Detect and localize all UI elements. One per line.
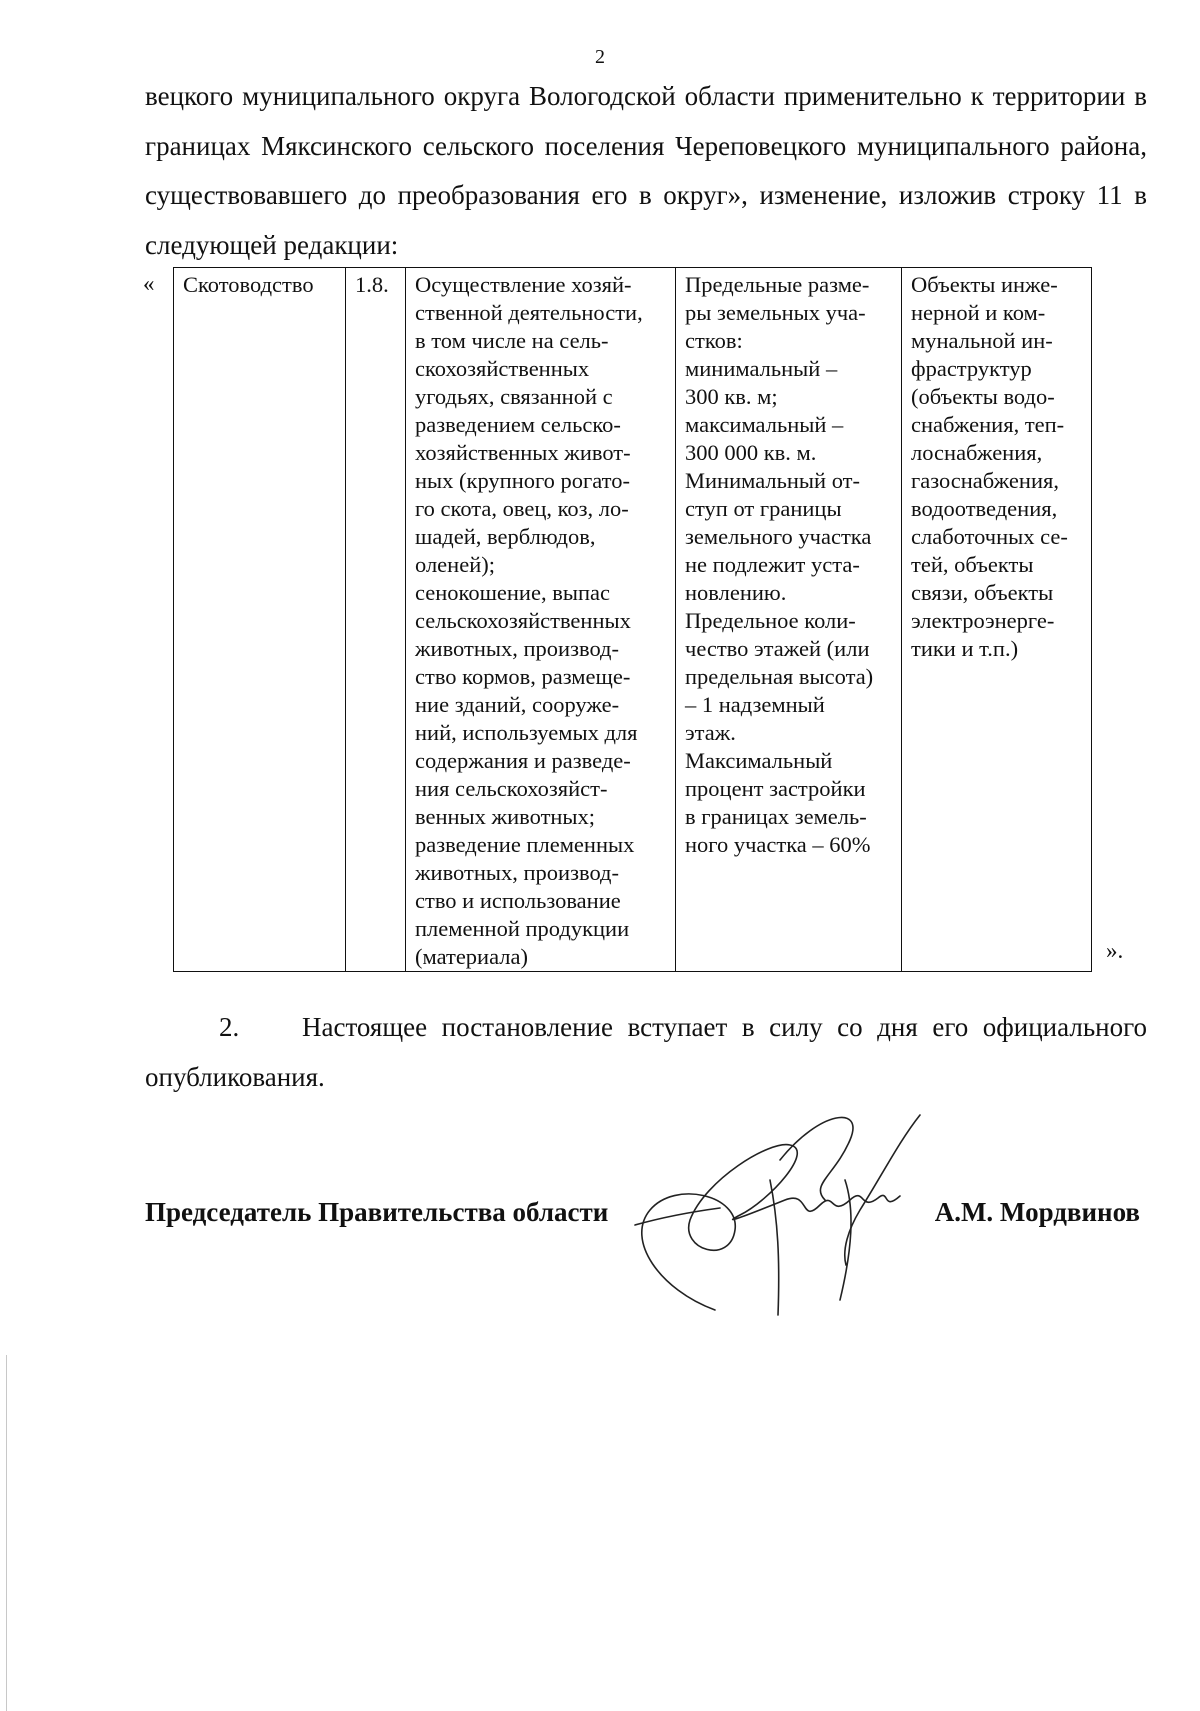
description-line: животных, производ-: [415, 636, 619, 661]
infrastructure-line: (объекты водо-: [911, 384, 1055, 409]
signer-title: Председатель Правительства области: [145, 1197, 609, 1227]
parameters-line: ступ от границы: [685, 496, 842, 521]
handwritten-signature: [620, 1100, 930, 1330]
description-line: оленей);: [415, 552, 495, 577]
description-line: хозяйственных живот-: [415, 440, 631, 465]
description-line: ственной деятельности,: [415, 300, 643, 325]
description-line: ство и использование: [415, 888, 621, 913]
parameters-line: не подлежит уста-: [685, 552, 860, 577]
clause-paragraph: [145, 1002, 1147, 1102]
parameters-line: ры земельных уча-: [685, 300, 866, 325]
parameters-line: ного участка – 60%: [685, 832, 871, 857]
parameters-line: земельного участка: [685, 524, 872, 549]
parameters-line: чество этажей (или: [685, 636, 870, 661]
description-line: ных (крупного рогато-: [415, 468, 630, 493]
description-line: в том числе на сель-: [415, 328, 609, 353]
clause-text: Настоящее постановление вступает в силу со дня его официального опубликования.: [145, 1012, 1147, 1092]
description-line: разведение племенных: [415, 832, 635, 857]
infrastructure-line: лоснабжения,: [911, 440, 1043, 465]
signer-name: А.М. Мордвинов: [934, 1197, 1140, 1227]
description-line: животных, производ-: [415, 860, 619, 885]
description-line: ния сельскохозяйст-: [415, 776, 608, 801]
infrastructure-line: электроэнерге-: [911, 608, 1055, 633]
description-line: ство кормов, размеще-: [415, 664, 631, 689]
description-line: (материала): [415, 944, 528, 969]
description-line: угодьях, связанной с: [415, 384, 613, 409]
activity-code-cell: 1.8.: [346, 268, 406, 972]
infrastructure-line: нерной и ком-: [911, 300, 1046, 325]
parameters-line: Максимальный: [685, 748, 833, 773]
parameters-line: Минимальный от-: [685, 468, 860, 493]
infrastructure-line: тики и т.п.): [911, 636, 1019, 661]
description-line: содержания и разведе-: [415, 748, 631, 773]
infrastructure-line: связи, объекты: [911, 580, 1054, 605]
infrastructure-line: слаботочных се-: [911, 524, 1068, 549]
amendment-table: [173, 267, 1092, 972]
description-line: го скота, овец, коз, ло-: [415, 496, 629, 521]
parameters-line: Предельные разме-: [685, 272, 870, 297]
description-line: племенной продукции: [415, 916, 630, 941]
parameters-line: предельная высота): [685, 664, 874, 689]
intro-paragraph: вецкого муниципального округа Вологодской области применительно к территории в границах Мяксинского сельского поселения Череповецкого муниципального района, существовавшего до преобразования его в округ», изменение, изложив строку 11 в следующей редакции:: [145, 81, 1147, 260]
description-line: скохозяйственных: [415, 356, 590, 381]
description-line: венных животных;: [415, 804, 596, 829]
infrastructure-line: мунальной ин-: [911, 328, 1053, 353]
table-row: [174, 268, 1092, 972]
infrastructure-line: Объекты инже-: [911, 272, 1058, 297]
description-line: разведением сельско-: [415, 412, 621, 437]
description-line: ние зданий, сооруже-: [415, 692, 620, 717]
description-line: сенокошение, выпас: [415, 580, 610, 605]
page-number: 2: [595, 46, 605, 68]
clause-number: 2.: [219, 1012, 240, 1042]
activity-name-cell: Скотоводство: [174, 268, 346, 972]
description-line: ний, используемых для: [415, 720, 638, 745]
parameters-line: 300 кв. м;: [685, 384, 778, 409]
parameters-line: этаж.: [685, 720, 736, 745]
parameters-line: стков:: [685, 328, 743, 353]
parameters-line: – 1 надземный: [685, 692, 825, 717]
infrastructure-line: снабжения, теп-: [911, 412, 1065, 437]
infrastructure-line: фраструктур: [911, 356, 1032, 381]
parameters-cell: [676, 268, 902, 972]
parameters-line: в границах земель-: [685, 804, 867, 829]
scan-margin-line: [6, 1355, 7, 1711]
infrastructure-line: тей, объекты: [911, 552, 1034, 577]
description-line: шадей, верблюдов,: [415, 524, 596, 549]
description-line: сельскохозяйственных: [415, 608, 631, 633]
infrastructure-line: газоснабжения,: [911, 468, 1059, 493]
opening-quote: «: [143, 271, 155, 296]
infrastructure-line: водоотведения,: [911, 496, 1058, 521]
closing-quote: ».: [1106, 938, 1124, 963]
infrastructure-cell: [902, 268, 1092, 972]
parameters-line: новлению.: [685, 580, 787, 605]
activity-description-cell: [406, 268, 676, 972]
parameters-line: максимальный –: [685, 412, 844, 437]
parameters-line: процент застройки: [685, 776, 866, 801]
parameters-line: 300 000 кв. м.: [685, 440, 817, 465]
parameters-line: минимальный –: [685, 356, 838, 381]
parameters-line: Предельное коли-: [685, 608, 856, 633]
description-line: Осуществление хозяй-: [415, 272, 632, 297]
